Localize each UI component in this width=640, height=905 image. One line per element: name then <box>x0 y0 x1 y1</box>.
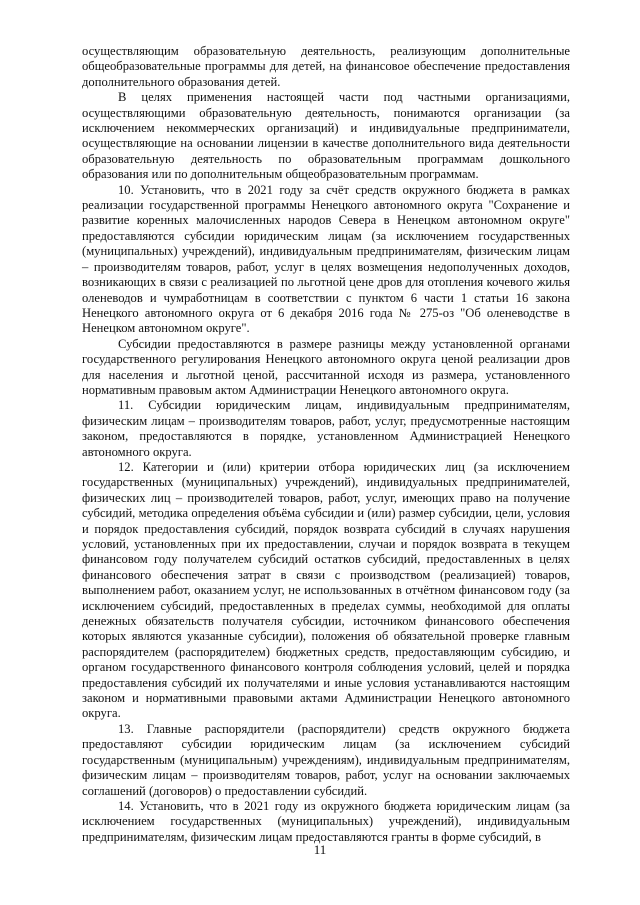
document-page <box>82 44 570 845</box>
paragraph-item-12: 12. Категории и (или) критерии отбора юридических лиц (за исключением государственных (муниципальных) учреждений), индивидуальных предпринимателей, физических лиц – производителей товаров, работ, услуг, имеющих право на получение субсидий, методика определения объёма субсидии и (или) размер субсидии, цели, условия и порядок предоставления субсидий, порядок возврата субсидий в случаях нарушения условий, установленных при их предоставлении, случаи и порядок возврата в текущем финансовом году получателем субсидий остатков субсидий, предоставленных в целях финансового обеспечения затрат в связи с производством (реализацией) товаров, выполнением работ, оказанием услуг, не использованных в отчётном финансовом году (за исключением субсидий, предоставленных в пределах суммы, необходимой для оплаты денежных обязательств получателя субсидии, источником финансового обеспечения которых являются указанные субсидии), положения об обязательной проверке главным распорядителем (распорядителем) бюджетных средств, предоставляющим субсидию, и органом государственного финансового контроля соблюдения условий, целей и порядка предоставления субсидий их получателями и иные условия устанавливаются настоящим законом и нормативными правовыми актами Администрации Ненецкого автономного округа. <box>82 459 570 721</box>
paragraph-continuation: осуществляющим образовательную деятельность, реализующим дополнительные общеобразовательные программы для детей, на финансовое обеспечение предоставления дополнительного образования детей. <box>82 44 570 89</box>
paragraph-item-10: 10. Установить, что в 2021 году за счёт средств окружного бюджета в рамках реализации государственной программы Ненецкого автономного округа "Сохранение и развитие коренных малочисленных народов Севера в Ненецком автономном округе" предоставляются субсидии юридическим лицам (за исключением государственных (муниципальных) учреждений), индивидуальным предпринимателям, физическим лицам – производителям товаров, работ, услуг в целях возмещения недополученных доходов, возникающих в связи с реализацией по льготной цене дров для отопления кочевого жилья оленеводов и чумработницам в соответствии с пунктом 6 части 1 статьи 16 закона Ненецкого автономного округа от 6 декабря 2016 года № 275-оз "Об оленеводстве в Ненецком автономном округе". <box>82 182 570 336</box>
paragraph-item-14: 14. Установить, что в 2021 году из окружного бюджета юридическим лицам (за исключением государственных (муниципальных) учреждений), индивидуальным предпринимателям, физическим лицам предоставляются гранты в форме субсидий, в <box>82 798 570 844</box>
paragraph-private-organizations: В целях применения настоящей части под частными организациями, осуществляющими образовательную деятельность, понимаются организации (за исключением некоммерческих организаций) и индивидуальные предприниматели, осуществляющие на основании лицензии в качестве дополнительного вида деятельности образовательную деятельность по образовательным программам дошкольного образования или по дополнительным общеобразовательным программам. <box>82 90 570 182</box>
paragraph-item-13: 13. Главные распорядители (распорядители) средств окружного бюджета предоставляют субсидии юридическим лицам (за исключением субсидий государственным (муниципальным) учреждениям), индивидуальным предпринимателям, физическим лицам – производителям товаров, работ, услуг на основании заключаемых соглашений (договоров) о предоставлении субсидий. <box>82 721 570 798</box>
paragraph-item-11: 11. Субсидии юридическим лицам, индивидуальным предпринимателям, физическим лицам – производителям товаров, работ, услуг, предусмотренные настоящим законом, предоставляются в порядке, установленном Администрацией Ненецкого автономного округа. <box>82 398 570 459</box>
paragraph-subsidy-amount: Субсидии предоставляются в размере разницы между установленной органами государственного регулирования Ненецкого автономного округа ценой реализации дров для населения и льготной ценой, рассчитанной исходя из размера, установленного нормативным правовым актом Администрации Ненецкого автономного округа. <box>82 336 570 397</box>
page-number: 11 <box>313 842 327 857</box>
